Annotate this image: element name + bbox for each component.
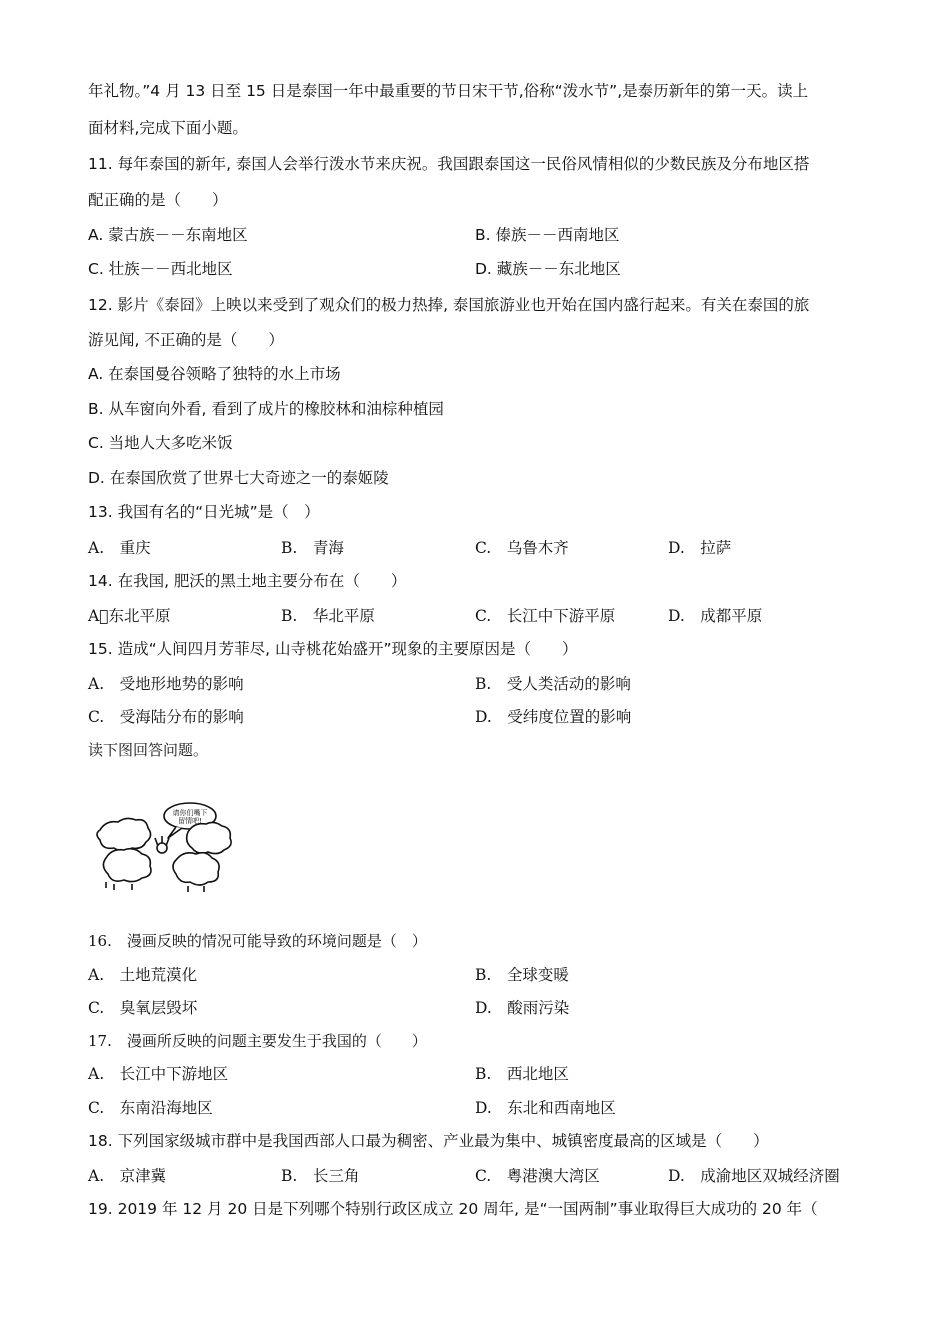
cartoon-sheep-grazing <box>92 800 242 895</box>
q11-stem-line-2: 配正确的是（ ） <box>88 191 228 209</box>
q14-stem: 14. 在我国, 肥沃的黑土地主要分布在（ ） <box>88 572 407 590</box>
q16-option-b: B. 全球变暖 <box>475 966 569 984</box>
q12-option-c: C. 当地人大多吃米饭 <box>88 434 233 452</box>
q14-option-a: A 东北平原 <box>88 607 171 625</box>
q17-option-a: A. 长江中下游地区 <box>88 1065 229 1083</box>
q18-option-b: B. 长三角 <box>281 1167 360 1185</box>
q16-stem: 16. 漫画反映的情况可能导致的环境问题是（ ） <box>88 932 427 950</box>
q13-stem: 13. 我国有名的“日光城”是（ ） <box>88 503 320 521</box>
q12-stem-line-2: 游见闻, 不正确的是（ ） <box>88 331 284 349</box>
q18-option-a: A. 京津冀 <box>88 1167 167 1185</box>
q16-option-d: D. 酸雨污染 <box>475 999 570 1017</box>
q12-option-d: D. 在泰国欣赏了世界七大奇迹之一的泰姬陵 <box>88 469 389 487</box>
q13-option-a: A. 重庆 <box>88 539 151 557</box>
q15-option-a: A. 受地形地势的影响 <box>88 675 244 693</box>
intro-line-1: 年礼物。”4 月 13 日至 15 日是泰国一年中最重要的节日宋干节,俗称“泼水节”,是泰历新年的第一天。读上 <box>88 82 809 100</box>
q16-option-c: C. 臭氧层毁坏 <box>88 999 198 1017</box>
q13-option-b: B. 青海 <box>281 539 344 557</box>
q17-option-c: C. 东南沿海地区 <box>88 1099 213 1117</box>
q13-option-c: C. 乌鲁木齐 <box>475 539 569 557</box>
q19-stem: 19. 2019 年 12 月 20 日是下列哪个特别行政区成立 20 周年, 是“一国两制”事业取得巨大成功的 20 年（ <box>88 1200 818 1218</box>
q15-option-c: C. 受海陆分布的影响 <box>88 708 244 726</box>
sheep-bottom-left <box>103 849 151 882</box>
q14-option-c: C. 长江中下游平原 <box>475 607 616 625</box>
q11-option-c: C. 壮族－－西北地区 <box>88 260 233 278</box>
q18-stem: 18. 下列国家级城市群中是我国西部人口最为稠密、产业最为集中、城镇密度最高的区域是（ ） <box>88 1132 769 1150</box>
q12-option-b: B. 从车窗向外看, 看到了成片的橡胶林和油棕种植园 <box>88 400 444 418</box>
q17-stem: 17. 漫画所反映的问题主要发生于我国的（ ） <box>88 1032 427 1050</box>
q11-stem-line-1: 11. 每年泰国的新年, 泰国人会举行泼水节来庆祝。我国跟泰国这一民俗风情相似的少数民族及分布地区搭 <box>88 155 810 173</box>
q17-option-d: D. 东北和西南地区 <box>475 1099 616 1117</box>
q15-stem: 15. 造成“人间四月芳菲尽, 山寺桃花始盛开”现象的主要原因是（ ） <box>88 640 578 658</box>
q18-option-c: C. 粤港澳大湾区 <box>475 1167 600 1185</box>
intro-line-2: 面材料,完成下面小题。 <box>88 119 248 137</box>
q12-stem-line-1: 12. 影片《泰囧》上映以来受到了观众们的极力热捧, 泰国旅游业也开始在国内盛行起来。有关在泰国的旅 <box>88 296 810 314</box>
speech-text-line-1: 请你们嘴下 <box>172 809 208 817</box>
cartoon-drawing <box>92 800 242 895</box>
q11-option-d: D. 藏族－－东北地区 <box>475 260 621 278</box>
grass-patch <box>157 843 167 853</box>
q15-option-d: D. 受纬度位置的影响 <box>475 708 632 726</box>
sheep-top-right <box>187 822 231 853</box>
q11-option-a: A. 蒙古族－－东南地区 <box>88 226 248 244</box>
q14-option-b: B. 华北平原 <box>281 607 375 625</box>
q16-option-a: A. 土地荒漠化 <box>88 966 198 984</box>
q15-option-b: B. 受人类活动的影响 <box>475 675 631 693</box>
sheep-top-left <box>97 818 151 851</box>
speech-text-line-2: 留情吧! <box>178 817 202 825</box>
q11-option-b: B. 傣族－－西南地区 <box>475 226 620 244</box>
q12-option-a: A. 在泰国曼谷领略了独特的水上市场 <box>88 365 341 383</box>
q13-option-d: D. 拉萨 <box>668 539 732 557</box>
sheep-bottom-right <box>173 853 219 885</box>
figure-intro: 读下图回答问题。 <box>88 741 209 759</box>
q14-option-d: D. 成都平原 <box>668 607 763 625</box>
q17-option-b: B. 西北地区 <box>475 1065 569 1083</box>
q18-option-d: D. 成渝地区双城经济圈 <box>668 1167 840 1185</box>
